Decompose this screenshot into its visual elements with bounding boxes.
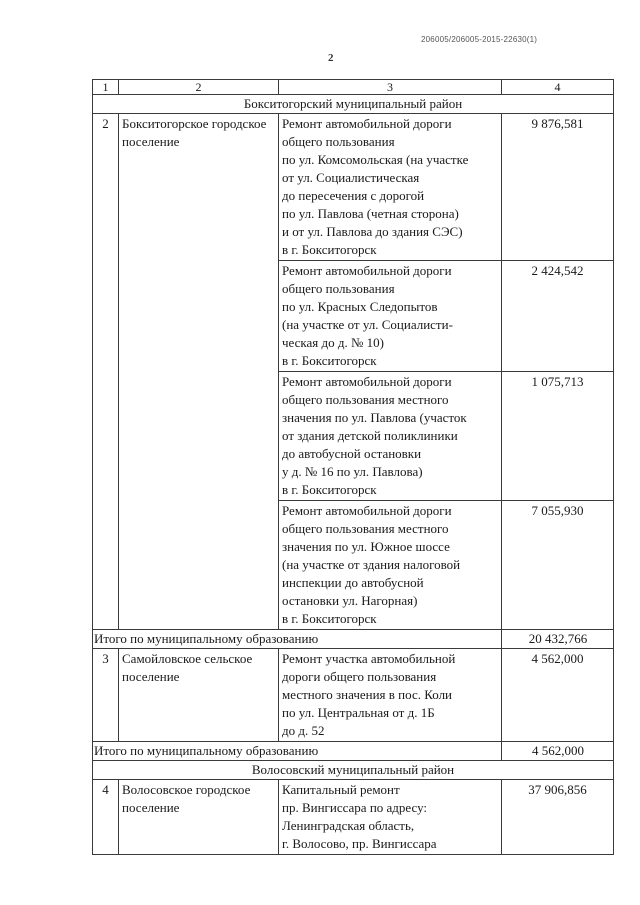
section-row xyxy=(93,761,614,780)
page-number: 2 xyxy=(328,52,334,64)
work-description: Ремонт автомобильной дороги общего пользования местного значения по ул. Южное шоссе (на участке от здания налоговой инспекции до автобусной остановки ул. Нагорная) в г. Бокситогорск xyxy=(279,501,502,630)
table-row xyxy=(93,114,614,261)
work-description: Ремонт участка автомобильной дороги общего пользования местного значения в пос. Коли по ул. Центральная от д. 1Б до д. 52 xyxy=(279,649,502,742)
column-header: 2 xyxy=(119,80,279,95)
total-row xyxy=(93,630,614,649)
total-row xyxy=(93,742,614,761)
budget-table xyxy=(92,79,614,855)
table-row xyxy=(93,649,614,742)
column-header: 1 xyxy=(93,80,119,95)
section-title: Волосовский муниципальный район xyxy=(93,761,614,780)
table-row xyxy=(93,780,614,855)
settlement-name: Самойловское сельское поселение xyxy=(119,649,279,742)
document-id: 206005/206005-2015-22630(1) xyxy=(421,35,538,44)
total-amount: 20 432,766 xyxy=(502,630,614,649)
row-number: 3 xyxy=(93,649,119,742)
table-header-row xyxy=(93,80,614,95)
work-amount: 2 424,542 xyxy=(502,261,614,372)
total-label: Итого по муниципальному образованию xyxy=(93,630,502,649)
work-amount: 9 876,581 xyxy=(502,114,614,261)
work-amount: 1 075,713 xyxy=(502,372,614,501)
settlement-name: Волосовское городское поселение xyxy=(119,780,279,855)
settlement-name: Бокситогорское городское поселение xyxy=(119,114,279,630)
work-description: Ремонт автомобильной дороги общего пользования по ул. Комсомольская (на участке от ул. Социалистическая до пересечения с дорогой по ул. Павлова (четная сторона) и от ул. Павлова до здания СЭС) в г. Бокситогорск xyxy=(279,114,502,261)
work-amount: 7 055,930 xyxy=(502,501,614,630)
work-amount: 37 906,856 xyxy=(502,780,614,855)
section-row xyxy=(93,95,614,114)
work-description: Ремонт автомобильной дороги общего пользования по ул. Красных Следопытов (на участке от ул. Социалисти- ческая до д. № 10) в г. Бокситогорск xyxy=(279,261,502,372)
work-amount: 4 562,000 xyxy=(502,649,614,742)
total-label: Итого по муниципальному образованию xyxy=(93,742,502,761)
work-description: Капитальный ремонт пр. Вингиссара по адресу: Ленинградская область, г. Волосово, пр. Вингиссара xyxy=(279,780,502,855)
work-description: Ремонт автомобильной дороги общего пользования местного значения по ул. Павлова (участок от здания детской поликлиники до автобусной остановки у д. № 16 по ул. Павлова) в г. Бокситогорск xyxy=(279,372,502,501)
total-amount: 4 562,000 xyxy=(502,742,614,761)
row-number: 4 xyxy=(93,780,119,855)
row-number: 2 xyxy=(93,114,119,630)
section-title: Бокситогорский муниципальный район xyxy=(93,95,614,114)
column-header: 3 xyxy=(279,80,502,95)
column-header: 4 xyxy=(502,80,614,95)
